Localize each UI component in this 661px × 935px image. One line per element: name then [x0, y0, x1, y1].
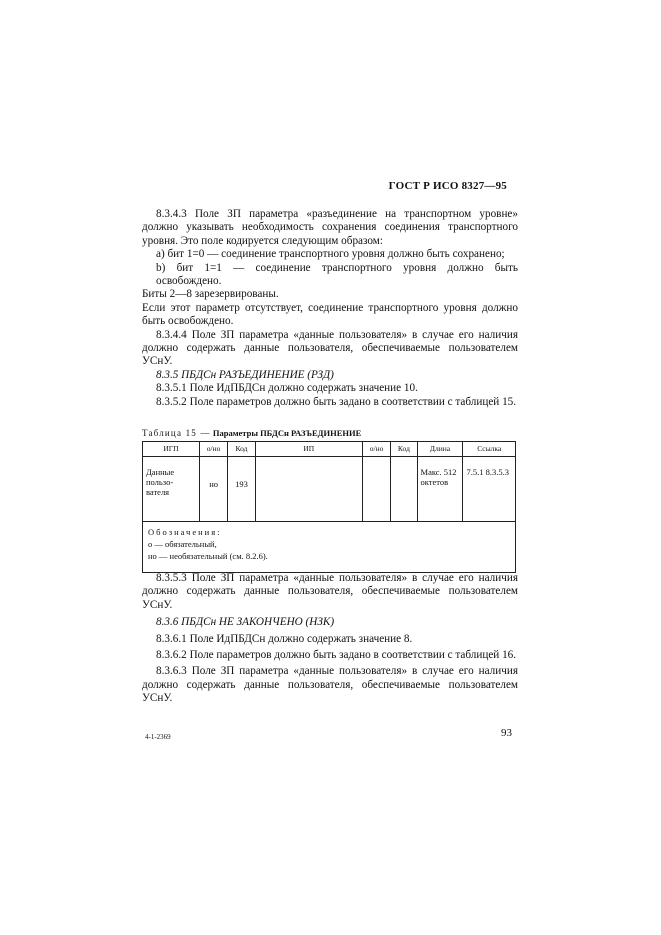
table-caption-title: Параметры ПБДСн РАЗЪЕДИНЕНИЕ — [212, 428, 362, 438]
list-item-b: b) бит 1=1 — соединение транспортного уровня должно быть освобождено. — [156, 261, 518, 288]
table-header-cell: Длина — [417, 442, 463, 457]
paragraph-8-3-5-1: 8.3.5.1 Поле ИдПБДСн должно содержать значение 10. — [156, 382, 418, 395]
table-cell — [255, 457, 362, 522]
table-note-row — [143, 522, 516, 573]
paragraph-absent: Если этот параметр отсутствует, соединение транспортного уровня должно быть освобождено. — [142, 301, 518, 328]
paragraph-8-3-6-2: 8.3.6.2 Поле параметров должно быть задано в соответствии с таблицей 16. — [156, 649, 517, 662]
table-caption-label: Таблица 15 — — [142, 428, 211, 438]
table-cell: но — [199, 457, 227, 522]
table-cell — [362, 457, 390, 522]
table-cell — [391, 457, 417, 522]
table-header-cell: Код — [391, 442, 417, 457]
table-row — [143, 457, 516, 522]
footer-code: 4-1-2369 — [145, 733, 171, 741]
table-header-cell: ИГП — [143, 442, 200, 457]
text-bottom — [142, 572, 518, 706]
paragraph-8-3-4-4: 8.3.4.4 Поле ЗП параметра «данные пользователя» в случае его наличия должно содержать данные пользователя, обеспечиваемые пользователем УСнУ. — [142, 328, 518, 368]
table-header-row — [143, 442, 516, 457]
table-cell: 193 — [228, 457, 255, 522]
table-note — [143, 522, 516, 573]
table-header-cell: Ссылка — [463, 442, 516, 457]
document-header: ГОСТ Р ИСО 8327—95 — [388, 180, 507, 192]
table-header-cell: Код — [228, 442, 255, 457]
table-cell: 7.5.1 8.3.5.3 — [463, 457, 516, 522]
paragraph-8-3-6-3: 8.3.6.3 Поле ЗП параметра «данные пользователя» в случае его наличия должно содержать данные пользователя, обеспечиваемые пользователем УСнУ. — [142, 665, 518, 705]
table-header-cell: ИП — [255, 442, 362, 457]
table-header-cell: о/но — [362, 442, 390, 457]
paragraph-8-3-5-2: 8.3.5.2 Поле параметров должно быть задано в соответствии с таблицей 15. — [156, 395, 517, 408]
paragraph-8-3-5-3: 8.3.5.3 Поле ЗП параметра «данные пользователя» в случае его наличия должно содержать данные пользователя, обеспечиваемые пользователем УСнУ. — [142, 572, 518, 611]
paragraph-8-3-4-3: 8.3.4.3 Поле ЗП параметра «разъединение на транспортном уровне» должно указывать необходимость сохранения соединения транспортного уровня. Это поле кодируется следующим образом: — [142, 208, 518, 247]
page-number: 93 — [501, 727, 512, 739]
list-item-a: a) бит 1=0 — соединение транспортного уровня должно быть сохранено; — [156, 248, 505, 261]
table-cell: Макс. 512 октетов — [417, 457, 463, 522]
text-top — [142, 208, 518, 409]
note-line: но — необязательный (см. 8.2.6). — [148, 551, 268, 561]
note-line: о — обязательный, — [148, 539, 217, 549]
parameters-table — [142, 441, 516, 573]
paragraph-8-3-6-1: 8.3.6.1 Поле ИдПБДСн должно содержать значение 8. — [156, 632, 413, 645]
table-header-cell: о/но — [199, 442, 227, 457]
table-cell: Данные пользо-вателя — [143, 457, 200, 522]
paragraph-bits: Биты 2—8 зарезервированы. — [142, 288, 279, 301]
note-label: Обозначения: — [148, 527, 222, 537]
section-heading-8-3-5: 8.3.5 ПБДСн РАЗЪЕДИНЕНИЕ (РЗД) — [156, 368, 334, 381]
table-caption — [142, 428, 361, 438]
section-heading-8-3-6: 8.3.6 ПБДСн НЕ ЗАКОНЧЕНО (НЗК) — [156, 616, 335, 629]
